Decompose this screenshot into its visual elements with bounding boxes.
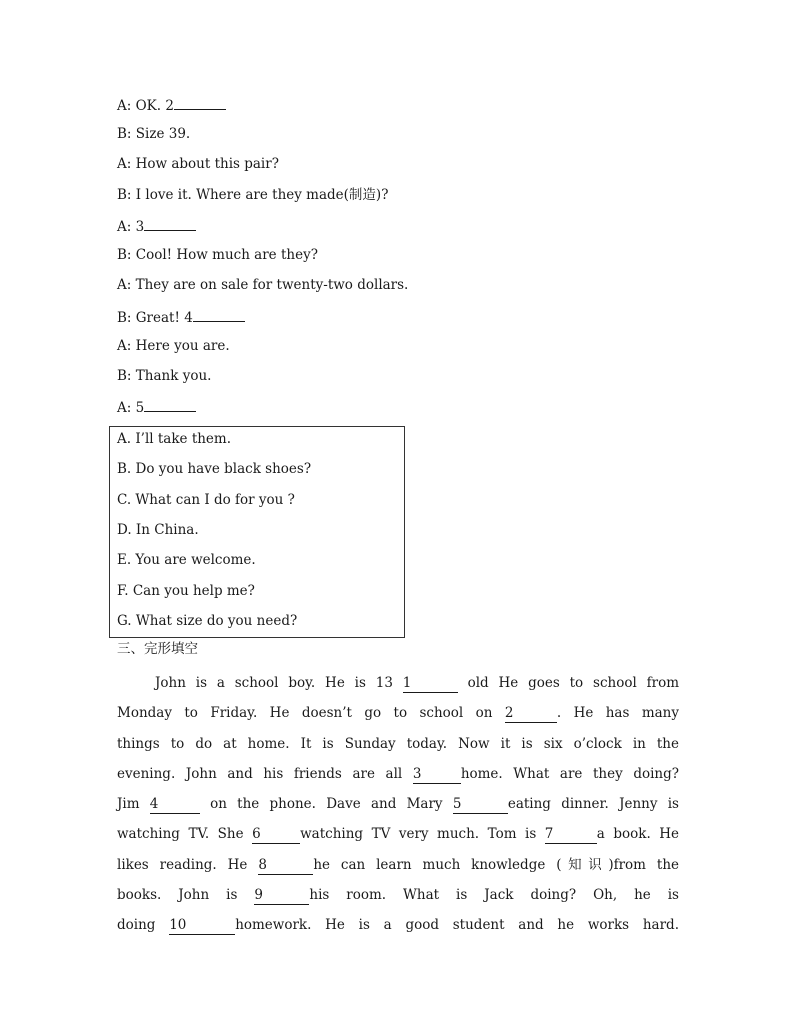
passage-text: a book. He [596, 826, 680, 843]
passage-line-7 [117, 850, 679, 880]
options-box [109, 426, 405, 638]
speaker-label: B: [117, 368, 132, 384]
speaker-label: A: [117, 219, 132, 235]
cloze-blank-3: 3 [413, 767, 461, 784]
passage-line-5 [117, 789, 679, 819]
answer-blank [144, 397, 196, 412]
speaker-label: B: [117, 310, 132, 326]
dialogue-line-8 [117, 307, 245, 327]
passage-text: Jim [117, 796, 140, 813]
passage-text: watching TV very much. Tom is [300, 826, 537, 843]
passage-line-6 [117, 819, 679, 849]
passage-text: his room. What is Jack doing? Oh, he is [309, 887, 679, 904]
answer-blank [193, 307, 245, 322]
passage-text: on the phone. Dave and Mary [210, 796, 443, 813]
dialogue-line-11 [117, 397, 196, 417]
option-a: A. I’ll take them. [117, 431, 232, 447]
passage-line-3 [117, 729, 679, 759]
cloze-blank-9: 9 [254, 888, 309, 905]
passage-text: watching TV. She [117, 826, 244, 843]
cloze-blank-2: 2 [505, 706, 557, 723]
passage-text: old He goes to school from [467, 675, 679, 691]
dialogue-line-10 [117, 367, 211, 385]
dialogue-text: I love it. Where are they made(制造)? [131, 187, 389, 203]
passage-text: evening. John and his friends are all [117, 765, 403, 782]
passage-text: doing [117, 917, 156, 934]
passage-text: homework. He is a good student and he works hard. [235, 917, 679, 934]
speaker-label: B: [117, 187, 132, 203]
dialogue-line-7 [117, 276, 408, 294]
dialogue-text: 5 [131, 400, 145, 416]
dialogue-line-3 [117, 155, 279, 173]
dialogue-line-5 [117, 216, 196, 236]
passage-text: eating dinner. Jenny is [507, 796, 679, 813]
passage-text: books. John is [117, 887, 238, 904]
cloze-blank-4: 4 [150, 797, 200, 814]
passage-text: John is a school boy. He is 13 [155, 675, 393, 691]
dialogue-line-1 [117, 95, 226, 115]
cloze-passage [117, 668, 679, 941]
speaker-label: A: [117, 400, 132, 416]
speaker-label: A: [117, 277, 132, 293]
cloze-blank-7: 7 [545, 827, 597, 844]
option-d: D. In China. [117, 522, 199, 538]
dialogue-text: How about this pair? [131, 156, 279, 172]
answer-blank [174, 95, 226, 110]
option-g: G. What size do you need? [117, 613, 298, 629]
option-e: E. You are welcome. [117, 552, 256, 568]
dialogue-text: They are on sale for twenty-two dollars. [131, 277, 409, 293]
dialogue-text: Great! 4 [131, 310, 193, 326]
passage-line-2 [117, 698, 679, 728]
speaker-label: B: [117, 247, 132, 263]
passage-line-1 [117, 668, 679, 698]
dialogue-text: Size 39. [131, 126, 191, 142]
cloze-blank-1: 1 [403, 676, 458, 693]
option-c: C. What can I do for you ? [117, 492, 295, 508]
dialogue-line-6 [117, 246, 318, 264]
passage-text: likes reading. He [117, 856, 248, 873]
cloze-blank-5: 5 [453, 797, 508, 814]
option-b: B. Do you have black shoes? [117, 461, 312, 477]
passage-line-8 [117, 880, 679, 910]
cloze-blank-6: 6 [252, 827, 300, 844]
passage-line-4 [117, 759, 679, 789]
dialogue-text: Here you are. [131, 338, 230, 354]
dialogue-line-4 [117, 186, 388, 204]
cloze-blank-10: 10 [169, 918, 235, 935]
speaker-label: A: [117, 156, 132, 172]
passage-text: he can learn much knowledge (知识)from the [313, 856, 680, 873]
dialogue-text: Thank you. [131, 368, 212, 384]
dialogue-text: Cool! How much are they? [131, 247, 318, 263]
dialogue-text: OK. 2 [131, 98, 174, 114]
speaker-label: A: [117, 338, 132, 354]
section-title: 三、完形填空 [117, 641, 198, 657]
dialogue-line-9 [117, 337, 230, 355]
cloze-blank-8: 8 [258, 858, 313, 875]
option-f: F. Can you help me? [117, 583, 255, 599]
passage-text: home. What are they doing? [460, 765, 679, 782]
dialogue-line-2 [117, 125, 190, 143]
speaker-label: A: [117, 98, 132, 114]
speaker-label: B: [117, 126, 132, 142]
answer-blank [144, 216, 196, 231]
dialogue-text: 3 [131, 219, 145, 235]
passage-line-9 [117, 910, 679, 940]
passage-text: things to do at home. It is Sunday today. Now it is six o’clock in the [117, 735, 679, 752]
passage-text: Monday to Friday. He doesn’t go to school on [117, 705, 493, 722]
passage-text: . He has many [556, 705, 679, 722]
